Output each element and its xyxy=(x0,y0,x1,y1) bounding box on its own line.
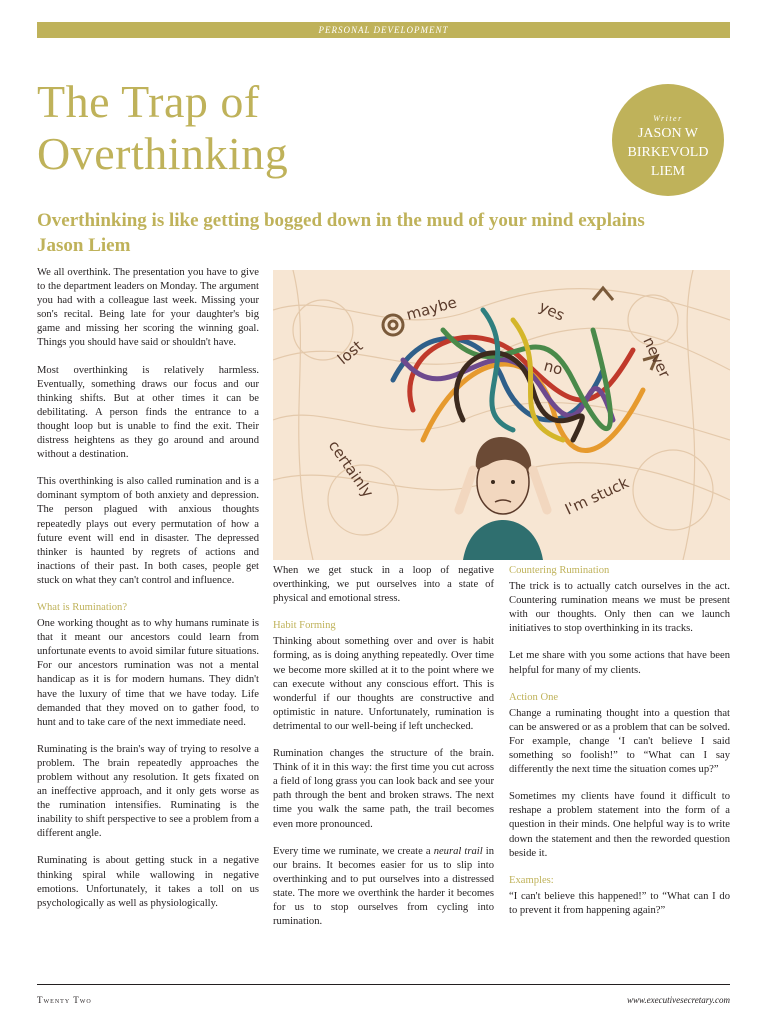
paragraph-neural-trail xyxy=(273,845,494,930)
heading-examples: Examples: xyxy=(509,874,554,886)
word-never: never xyxy=(639,334,674,381)
section-header: PERSONAL DEVELOPMENT xyxy=(37,22,730,38)
paragraph: This overthinking is also called rumination and is a dominant symptom of both anxiety and depression. The person plagued with anxious thoughts repeatedly plays out every permutation of how a future event will end in disaster. The depressed thinker is haunted by regrets of actions and inactions of their past. In both cases, people get stuck on what they can't control and influence. xyxy=(37,476,259,586)
text-column-1 xyxy=(37,266,259,924)
heading-action-one: Action One xyxy=(509,691,559,703)
paragraph: The trick is to actually catch ourselves in the act. Countering rumination means we must be present with our thoughts. Only then can we launch initiatives to stop overthinking in its tracks. xyxy=(509,581,730,635)
writer-name-line-2: BIRKEVOLD xyxy=(627,145,709,160)
word-im-stuck: I'm stuck xyxy=(562,473,632,519)
overthinking-illustration xyxy=(273,270,730,560)
heading-what-is-rumination: What is Rumination? xyxy=(37,601,128,613)
word-maybe: maybe xyxy=(404,293,459,324)
heading-habit-forming: Habit Forming xyxy=(273,620,336,632)
paragraph: One working thought as to why humans ruminate is that it meant our ancestors could learn from unfortunate events to avoid similar future situations. For our ancestors rumination was not a mental handicap as it is for modern humans. They didn't have the luxury of time that we have today. Life demanded that they moved on to gather food, to hunt and to take care of the next immediate need. xyxy=(37,618,259,728)
text-run: Every time we ruminate, we create a xyxy=(273,845,434,857)
word-yes: yes xyxy=(536,297,568,325)
footer-rule xyxy=(37,984,730,985)
title-line-1: The Trap of xyxy=(37,76,260,127)
paragraph: Ruminating is about getting stuck in a negative thinking spiral while wallowing in negative emotions. Unfortunately, it takes a toll on us psychologically as well as physiologically. xyxy=(37,855,259,909)
paragraph: Thinking about something over and over is habit forming, as is doing anything repeatedly. Over time we become more skilled at it to the point where we can execute without any conscious effort. This is wonderful if our thoughts are constructive and optimistic in nature. Unfortunately, rumination is detrimental to our well-being if left unchecked. xyxy=(273,636,494,732)
paragraph: Let me share with you some actions that have been helpful for many of my clients. xyxy=(509,650,730,676)
paragraph: Change a ruminating thought into a question that can be answered or as a problem that can be solved. For example, change ‘I can't believe I said something so foolish!” to “What can I say differently the next time the situation comes up?” xyxy=(509,707,730,776)
text-column-3 xyxy=(509,564,730,931)
word-certainly: certainly xyxy=(324,436,378,501)
word-lost: lost xyxy=(334,336,367,369)
writer-name-line-3: LIEM xyxy=(650,164,686,179)
heading-countering-rumination: Countering Rumination xyxy=(509,565,610,576)
article-title xyxy=(37,76,457,180)
paragraph: Rumination changes the structure of the brain. Think of it in this way: the first time you cut across a field of long grass you can look back and see your path through the bent and broken straws. The next time you walk the same path, the trail becomes even more pronounced. xyxy=(273,748,494,830)
emphasis-neural-trail: neural trail xyxy=(433,845,483,857)
stressed-person-figure xyxy=(459,437,547,560)
text-column-2 xyxy=(273,564,494,942)
paragraph: We all overthink. The presentation you have to give to the department leaders on Monday. The argument you had with a colleague last week. Missing your son's recital. Being late for your daughter's big game and missing her scoring the winning goal. Things you should have said or shouldn't have. xyxy=(37,267,259,349)
word-no: no xyxy=(541,356,565,379)
writer-label: Writer xyxy=(653,114,683,123)
tangled-thoughts-drawing xyxy=(273,270,730,560)
page-folio: Twenty Two xyxy=(37,995,92,1005)
article-subtitle: Overthinking is like getting bogged down in the mud of your mind explains Jason Liem xyxy=(37,210,645,256)
paragraph: Sometimes my clients have found it difficult to reshape a problem statement into the form of a question in their minds. One helpful way is to write down the statement and then the reworded question beside it. xyxy=(509,791,730,859)
writer-name-line-1: JASON W xyxy=(637,126,699,141)
title-line-2: Overthinking xyxy=(37,128,289,179)
text-run: in our brains. It becomes easier for us to slip into overthinking and to put ourselves into a distressed state. The more we overthink the harder it becomes for us to stop ourselves from cycling into rumination. xyxy=(273,845,495,928)
paragraph: When we get stuck in a loop of negative overthinking, we put ourselves into a state of physical and emotional stress. xyxy=(273,565,494,605)
paragraph: Ruminating is the brain's way of trying to resolve a problem. The brain repeatedly approaches the problem without any resolution. It gets fixated on an ineffective approach, and it only gets worse as the rumination intensifies. Ruminating is the inability to shift perspective to see a problem from a different angle. xyxy=(37,743,259,840)
paragraph: “I can't believe this happened!” to “What can I do to prevent it from happening again?” xyxy=(509,890,730,916)
paragraph: Most overthinking is relatively harmless. Eventually, something draws our focus and our thinking shifts. But at other times it can be debilitating. A person finds the entrance to a thought loop but is unable to find the exit. Their distress heightens as they go around and around without a destination. xyxy=(37,364,259,461)
website-url[interactable]: www.executivesecretary.com xyxy=(627,995,730,1005)
writer-badge xyxy=(612,84,724,196)
